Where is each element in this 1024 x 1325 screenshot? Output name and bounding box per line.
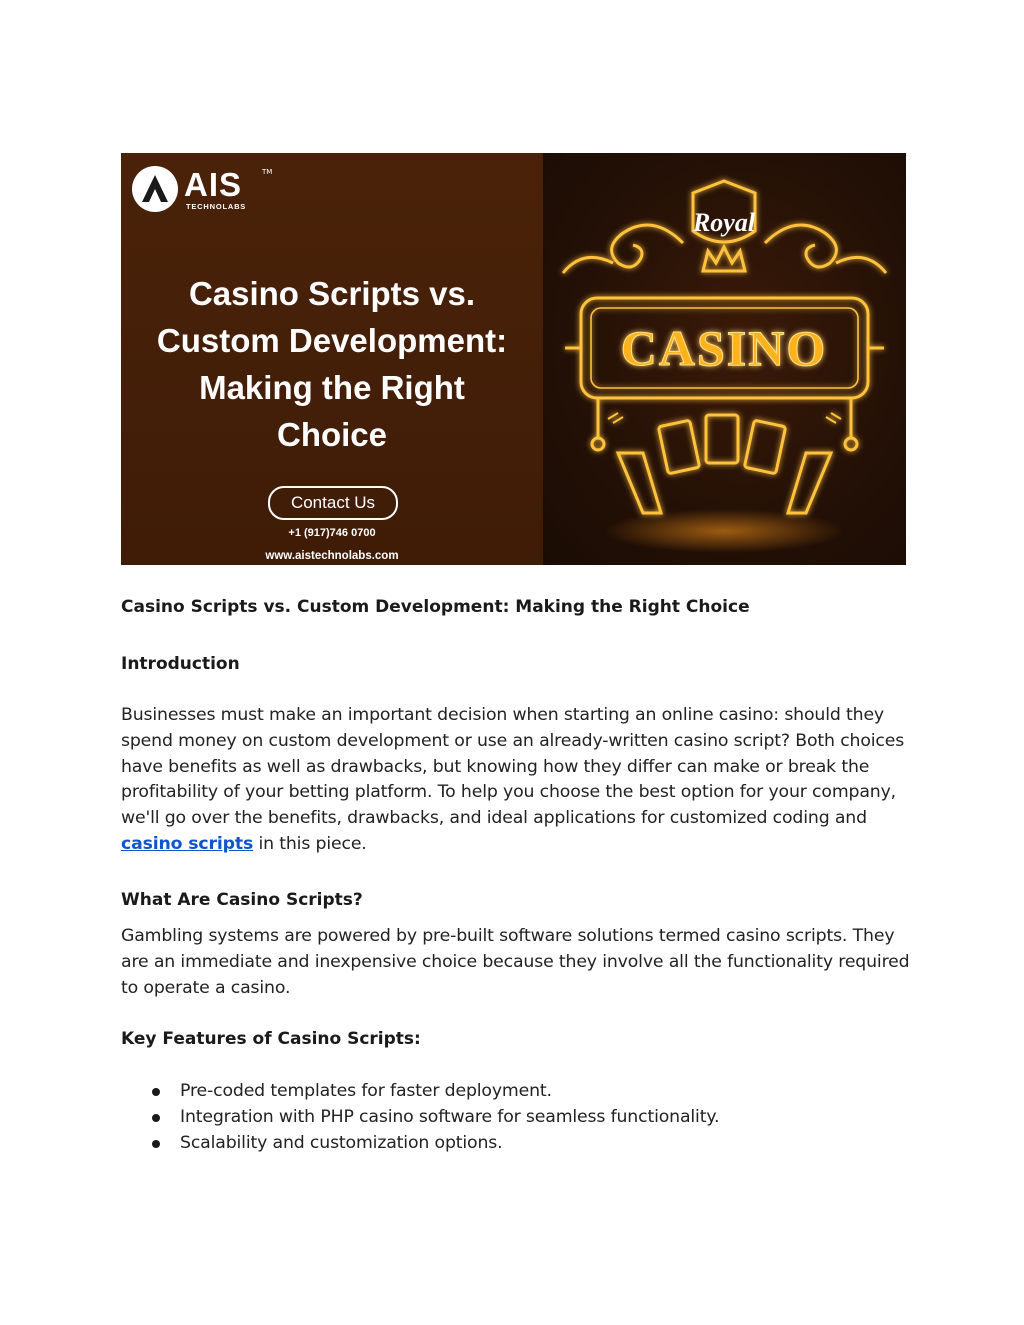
logo-trademark: TM [262,168,273,176]
logo-wordmark: AIS [184,166,243,203]
banner-title-line: Choice [276,416,388,453]
sign-royal-text: Royal [692,208,756,237]
list-item-text: Integration with PHP casino software for seamless functionality. [180,1106,720,1127]
what-are-casino-scripts-heading: What Are Casino Scripts? [121,890,363,910]
intro-paragraph [121,703,921,858]
banner-phone: +1 (917)746 0700 [288,527,376,539]
hero-banner-image [121,153,906,565]
banner-title [121,270,543,458]
banner-title-line: Custom Development: [156,322,508,359]
bullet-icon [152,1088,160,1096]
logo-mark-icon [132,166,178,212]
banner-url: www.aistechnolabs.com [265,550,399,562]
banner-right-panel [543,153,906,565]
list-item-text: Pre-coded templates for faster deployment. [180,1081,552,1101]
company-logo [132,166,282,216]
list-item-text: Scalability and customization options. [180,1132,503,1153]
article-title: Casino Scripts vs. Custom Development: Making the Right Choice [121,597,750,617]
features-list [121,1079,901,1156]
logo-subtitle: TECHNOLABS [186,202,247,211]
banner-title-line: Making the Right [199,369,465,406]
list-item [121,1105,901,1131]
banner-title-line: Casino Scripts vs. [188,275,476,312]
list-item [121,1079,901,1105]
what-paragraph: Gambling systems are powered by pre-built software solutions termed casino scripts. They are an immediate and inexpensive choice because they involve all the functionality required to operate a casino. [121,926,910,998]
bullet-icon [152,1114,160,1122]
sign-casino-text: CASINO [620,320,828,376]
intro-text-end: in this piece. [253,833,367,854]
key-features-heading: Key Features of Casino Scripts: [121,1029,421,1049]
intro-text: Businesses must make an important decision when starting an online casino: should they spend money on custom development or use an already-written casino script? Both choices have benefits as well as drawbacks, but knowing how they differ can make or break the profitability of your betting platform. To help you choose the best option for your company, we'll go over the benefits, drawbacks, and ideal applications for customized coding and [121,705,905,829]
intro-heading: Introduction [121,654,240,674]
bullet-icon [152,1140,160,1148]
list-item [121,1131,901,1157]
casino-scripts-link[interactable]: casino scripts [121,833,254,854]
banner-left-panel [121,153,543,565]
contact-us-badge: Contact Us [268,486,398,520]
neon-casino-sign-illustration [543,153,906,565]
